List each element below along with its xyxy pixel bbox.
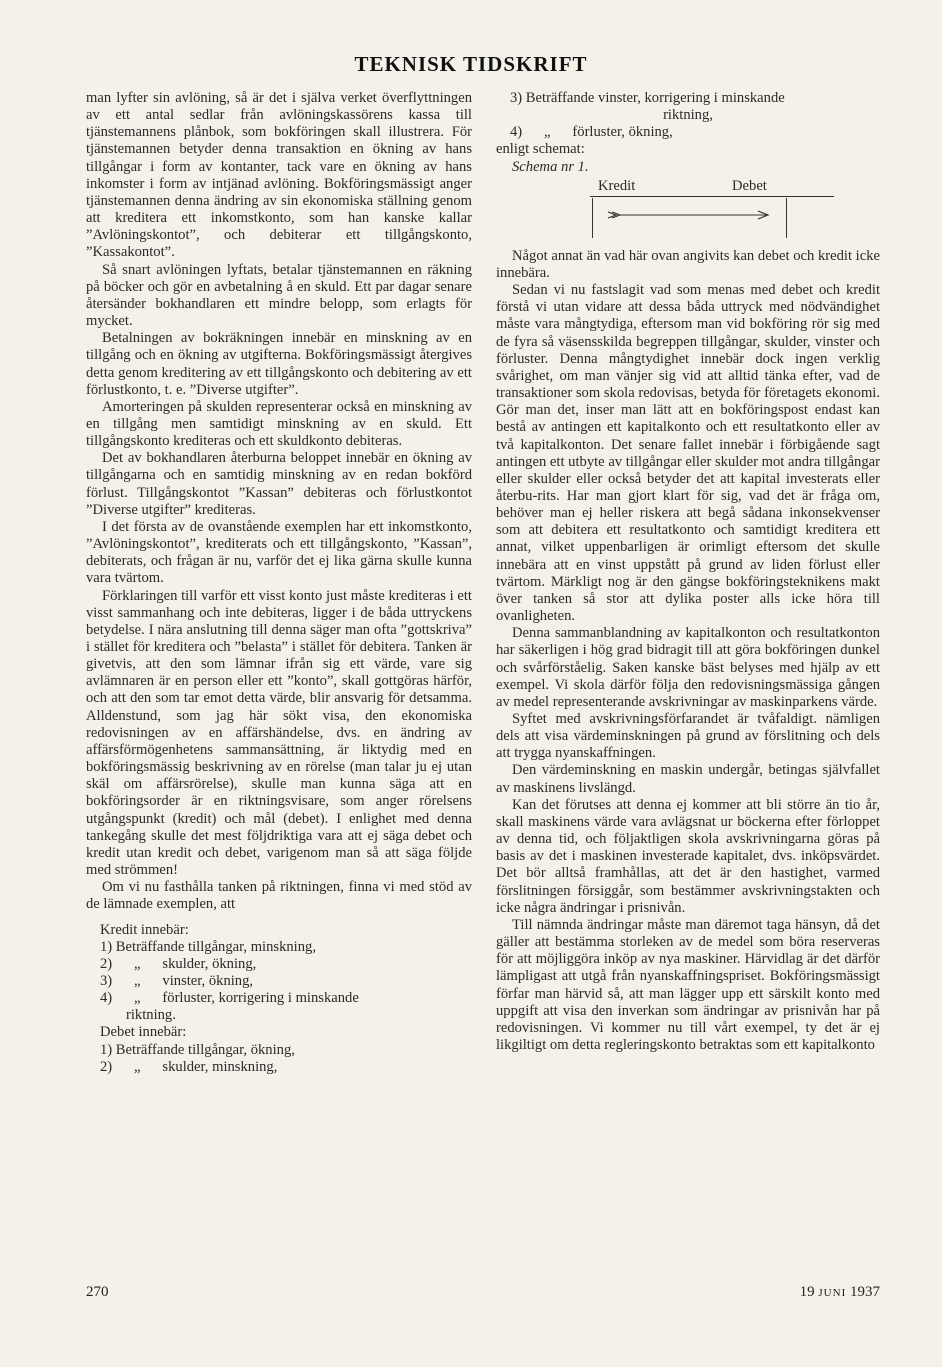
list-item-continuation: riktning. (126, 1007, 176, 1024)
journal-masthead: TEKNISK TIDSKRIFT (354, 52, 588, 76)
paragraph: Om vi nu fasthålla tanken på riktningen, finna vi med stöd av de lämnade exemplen, att (86, 879, 472, 913)
list-item: 3) „ vinster, ökning, (100, 972, 254, 989)
paragraph: Syftet med avskrivningsförfarandet är tvåfaldigt. nämligen dels att visa värdeminskningen på grund av förslitning och dels att trygga nyanskaffningen. (496, 711, 880, 762)
list-item-continuation: riktning, (663, 107, 713, 124)
paragraph: Så snart avlöningen lyftats, betalar tjänstemannen en räkning på böcker och gör en avbetalning å en skuld. Ett par dagar senare återsänder bokhandlaren ett mindre belopp, som erlagts för mycket. (86, 261, 472, 330)
page-number: 270 (86, 1284, 109, 1300)
issue-year: 1937 (850, 1284, 880, 1300)
paragraph: Amorteringen på skulden representerar också en minskning av en tillgång men samtidigt minskning av en skuld. Ett tillgångskonto krediteras och ett skuldkonto debiteras. (86, 398, 472, 450)
paragraph: Något annat än vad här ovan angivits kan debet och kredit icke innebära. (496, 247, 880, 281)
list-item: 4) „ förluster, korrigering i minskande (100, 990, 359, 1007)
schema-diagram (496, 178, 880, 240)
paragraph: man lyfter sin avlöning, så är det i själva verket överflyttningen av ett antal sedlar från avlöningskassörens kassa till tjänstemannens plånbok, som bokföringen skall illustrera. För tjänstemannen betyder denna transaktion en ökning av hans tillgångar i form av kontanter, tack vare en ökning av hans inkomster i form av intjänad avlöning. Bokföringsmässigt anger tjänstemannen denna ändring av sin ekonomiska ställning genom att kreditera ett inkomstkonto, som han kanske kallar ”Avlöningskontot”, och debiterar ett tillgångskonto, ”Kassakontot”. (86, 90, 472, 261)
schema-debet-label: Debet (732, 177, 767, 194)
paragraph: Betalningen av bokräkningen innebär en minskning av en tillgång och en ökning av utgifterna. Bokföringsmässigt återgives detta genom kreditering av ett tillgångskonto och debitering av ett förlustkonto, t. e. ”Diverse utgifter”. (86, 330, 472, 398)
issue-date (800, 1284, 880, 1301)
schema-label: Schema nr 1. (512, 158, 589, 175)
kredit-heading: Kredit innebär: (100, 921, 189, 938)
right-column (496, 90, 880, 1054)
list-item: 4) „ förluster, ökning, (510, 124, 673, 141)
list-item: 1) Beträffande tillgångar, minskning, (100, 938, 316, 955)
list-item: 1) Beträffande tillgångar, ökning, (100, 1041, 295, 1058)
schemat-line: enligt schemat: (496, 141, 585, 158)
left-column (86, 90, 472, 1076)
paragraph: Denna sammanblandning av kapitalkonton och resultatkonton har säkerligen i hög grad bidragit till att göra bokföringen dunkel och svårförståelig. Saken kanske bäst belyses med hjälp av ett exempel. Vi skola därför följa den redovisningsmässiga gången av medel representerande avskrivningar av maskinparkens värde. (496, 625, 880, 710)
paragraph: Till nämnda ändringar måste man däremot taga hänsyn, då det gäller att bestämma storleken av de medel som böra reserveras för att möjliggöra inköp av nya maskiner. Härvidlag är det därför lämpligast att utgå från nyanskaffningspriset. Bokföringsmässigt förfar man härvid så, att man lägger upp ett särskilt konto med uppgift att visa den inverkan som ändringar av prisnivån har på redovisningen. Vi kommer nu till vårt exempel, ty det är ej likgiltigt om detta regleringskonto betraktas som ett kapitalkonto (496, 916, 880, 1053)
debet-heading: Debet innebär: (100, 1024, 187, 1041)
schema-right-line (786, 198, 787, 238)
flow-arrow-icon (606, 208, 776, 222)
paragraph: Den värdeminskning en maskin undergår, betingas självfallet av maskinens livslängd. (496, 762, 880, 796)
paragraph: Förklaringen till varför ett visst konto just måste krediteras i ett visst sammanhang och inte debiteras, ligger i de båda uttryckens betydelse. I nära anslutning till denna säger man ofta ”gottskriva” i stället för kreditera och ”belasta” i stället för debitera. Tanken är givetvis, att den som lämnar ifrån sig ett värde, vare sig avlämnaren är en person eller ett ”konto”, skall gottgöras härför, och att den som tar emot detta värde, blir ansvarig för detsamma. Alldenstund, som jag här sökt visa, den ekonomiska redovisningen av en affärshändelse, dvs. en ändring av affärsförmögenhetens sammansättning, är liktydig med en bokföringsmässig beskrivning av en rörelse (man talar ju ej utan skäl om affärsrörelse), skulle man kunna säga att en bokföringsorder är en riktningsvisare, som anger rörelsens utgångspunkt (kredit) och mål (debet). I enlighet med denna tankegång skulle det mest följdriktiga vara att ej säga debet och kredit utan kredit och debet, varigenom man så att säga följde med strömmen! (86, 587, 472, 879)
paragraph: Det av bokhandlaren återburna beloppet innebär en ökning av tillgångarna och en samtidig minskning av en redan bokförd förlust. Tillgångskontot ”Kassan” debiteras och förlustkontot ”Diverse utgifter” krediteras. (86, 450, 472, 518)
list-item: 3) Beträffande vinster, korrigering i minskande (510, 90, 785, 106)
issue-month: JUNI (818, 1287, 847, 1299)
issue-day: 19 (799, 1284, 815, 1300)
spacer (86, 914, 472, 922)
paragraph: Sedan vi nu fastslagit vad som menas med debet och kredit förstå vi utan vidare att dessa båda uttryck med nödvändighet måste vara mångtydiga, eftersom man vid bokföring rör sig med de fyra så väsensskilda begreppen tillgångar, skulder, vinster och förluster. Denna mångtydighet innebär dock ingen verklig svårighet, om man vänjer sig vid att alltid tänka efter, vad de transaktioner som skola redovisas, betyda för företagets ekonomi. Gör man det, inser man lätt att en bokföringspost endast kan bestå av antingen ett kapitalkonto och ett resultatkonto eller av två kapitalkonton. Det senare fallet innebär i förbigående sagt antingen ett utbyte av tillgångar eller skulder mot andra tillgångar eller skulder eller också betyder det att kapital investerats eller återbu-rits. Har man gjort klart för sig, vad det är fråga om, behöver man ej heller riskera att begå sådana inkonsekvenser som att debitera ett resultatkonto och samtidigt kreditera ett annat, vilket uppenbarligen är orimligt eftersom det skulle innebära att en vinst uppstått på grund av liden förlust eller tvärtom. Märkligt nog är den gängse bokföringsteknikens makt över tanken så stor att dylika poster alls icke höra till ovanligheten. (496, 282, 880, 625)
paragraph: Kan det förutses att denna ej kommer att bli större än tio år, skall maskinens värde vara avlägsnat ur böckerna efter förloppet av denna tid, och följaktligen skola avskrivningarna göras på basis av det i maskinen investerade kapitalet, dvs. inköpsvärdet. Det bör alltså framhållas, att det är den hastighet, varmed förslitningen försiggår, som bestämmer avskrivningstakten och icke några ändringar i prisnivån. (496, 796, 880, 916)
schema-left-line (592, 198, 593, 238)
paragraph: I det första av de ovanstående exemplen har ett inkomstkonto, ”Avlöningskontot”, krediterats och ett tillgångskonto, ”Kassan”, debiterats, och frågan är nu, varför det ej lika gärna skulle kunna vara tvärtom. (86, 518, 472, 587)
list-item: 2) „ skulder, minskning, (100, 1058, 278, 1075)
schema-kredit-label: Kredit (598, 177, 636, 194)
schema-top-line (590, 196, 834, 197)
list-item: 2) „ skulder, ökning, (100, 955, 257, 972)
